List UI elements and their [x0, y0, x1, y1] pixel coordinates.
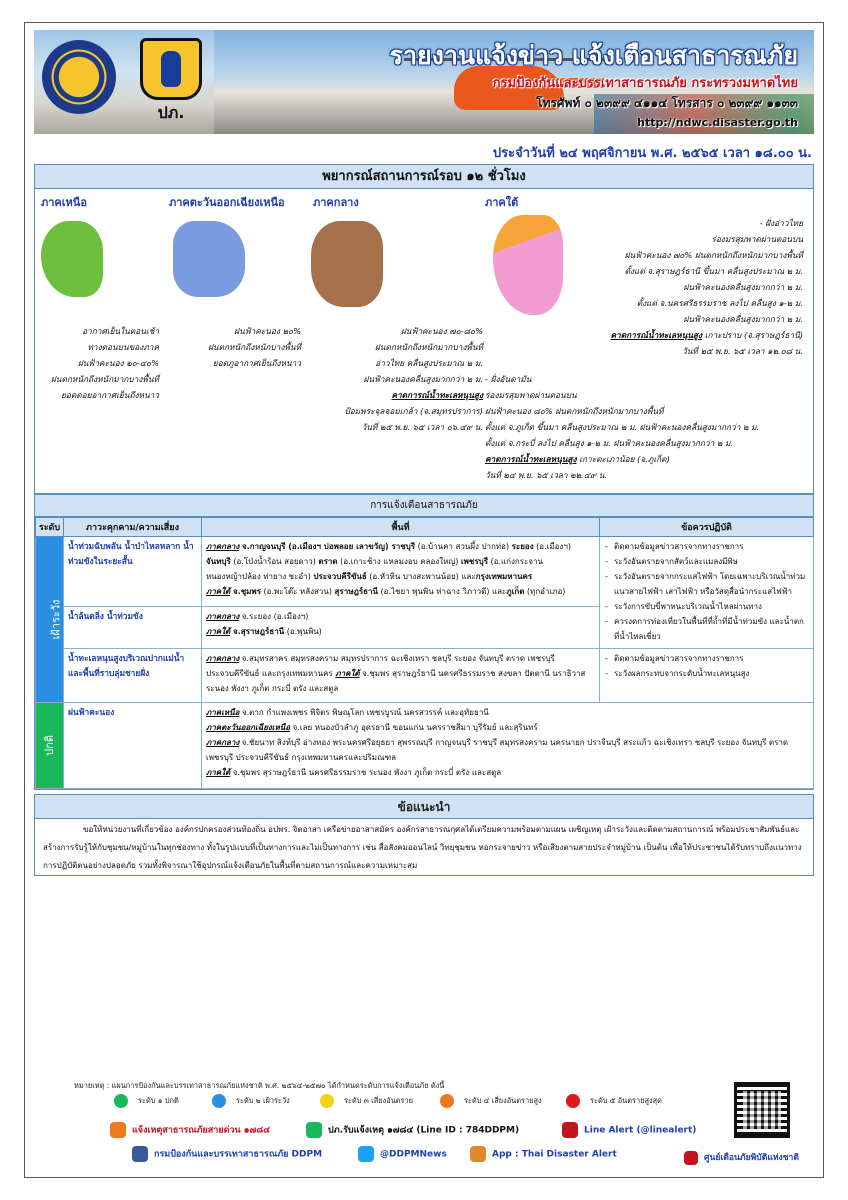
phone-fax: โทรศัพท์ ๐ ๒๓๙๙ ๔๑๑๔ โทรสาร ๐ ๒๓๙๙ ๑๑๓๓ — [536, 96, 798, 110]
line-alert-label: Line Alert (@linealert) — [584, 1125, 697, 1136]
legend-label: ระดับ ๑ ปกติ — [138, 1096, 179, 1105]
legend-label: ระดับ ๓ เสี่ยงอันตราย — [344, 1096, 413, 1105]
province: เพชรบุรี — [460, 557, 489, 566]
province: ภูเก็ต — [506, 587, 525, 596]
forecast-section — [34, 164, 814, 494]
ddpm-logo-text: ปภ. — [157, 103, 185, 122]
footer-note: หมายเหตุ : แผนการป้องกันและบรรเทาสาธารณภัยแห่งชาติ พ.ศ. ๒๕๖๔-๒๕๗๐ ได้กำหนดระดับการแจ้งเตือนภัย ดังนี้ — [74, 1081, 445, 1090]
text-line: ตั้งแต่ จ.กระบี่ ลงไป คลื่นสูง ๑-๒ ม. ฝนฟ้าคะนองคลื่นสูงมากกว่า ๒ ม. — [485, 438, 734, 448]
action-item: - ระวังอันตรายจากสัตว์และแมลงมีพิษ — [604, 554, 809, 569]
central-forecast-text — [344, 323, 483, 435]
province: สุราษฎร์ธานี — [334, 587, 378, 596]
province: ราชบุรี — [391, 542, 416, 551]
province: จันทบุรี — [206, 557, 231, 566]
legend-label: ระดับ ๒ เฝ้าระวัง — [236, 1096, 290, 1105]
region-central-title: ภาคกลาง — [313, 196, 359, 209]
ddpm-logo — [138, 38, 204, 120]
alert-icon — [562, 1122, 578, 1138]
line-contact[interactable] — [306, 1122, 519, 1139]
northeast-map — [173, 221, 245, 297]
facebook-label: กรมป้องกันและบรรเทาสาธารณภัย DDPM — [154, 1149, 323, 1160]
region-label: ภาคกลาง — [206, 612, 240, 621]
table-row — [36, 649, 814, 703]
level-label: เฝ้าระวัง — [49, 599, 63, 640]
warning-table — [35, 517, 814, 789]
province: ประจวบคีรีขันธ์ — [313, 572, 367, 581]
text-line: วันที่ ๒๕ พ.ย. ๖๕ เวลา ๑๒.๐๘ น. — [682, 346, 803, 356]
legend-item-3 — [320, 1094, 413, 1108]
twitter-icon — [358, 1146, 374, 1162]
text-line: ฝนฟ้าคะนอง ๒๐% — [234, 326, 301, 336]
footer — [34, 1080, 814, 1174]
center-logo-icon — [684, 1151, 698, 1165]
level-normal-cell — [36, 703, 64, 789]
region-label: ภาคเหนือ — [206, 708, 240, 717]
text-line: วันที่ ๒๕ พ.ย. ๖๕ เวลา ๐๖.๔๙ น. — [361, 422, 483, 432]
northeast-forecast-text — [208, 323, 301, 371]
phone-icon — [110, 1122, 126, 1138]
legend-item-2 — [212, 1094, 290, 1108]
col-area: พื้นที่ — [202, 518, 600, 537]
tide-label: คาดการณ์น้ำทะเลหนุนสูง — [391, 390, 483, 400]
yellow-dot-icon — [320, 1094, 334, 1108]
action-cell — [600, 649, 814, 703]
area-cell — [202, 649, 600, 703]
area-text: (อ.เมืองฯ) — [533, 542, 571, 551]
warning-center — [684, 1150, 799, 1166]
province: จ.สุราษฎร์ธานี — [230, 627, 285, 636]
action-item: - ระวังผลกระทบจากระดับน้ำทะเลหนุนสูง — [604, 666, 809, 681]
region-label: ภาคกลาง — [206, 542, 240, 551]
text-line: ตั้งแต่ จ.นครศรีธรรมราช ลงไป คลื่นสูง ๑-๒ ม. — [636, 298, 803, 308]
text-line: ฝนตกหนักถึงหนักมากบางพื้นที่ — [50, 374, 159, 384]
center-label: ศูนย์เตือนภัยพิบัติแห่งชาติ — [704, 1153, 799, 1163]
text-line: ร่องมรสุมพาดผ่านตอนบน — [485, 390, 577, 400]
region-label: ภาคใต้ — [206, 587, 231, 596]
hazard-cell: ฝนฟ้าคะนอง — [64, 703, 202, 789]
blue-dot-icon — [212, 1094, 226, 1108]
orange-dot-icon — [440, 1094, 454, 1108]
action-item: - ควรงดการท่องเที่ยวในพื้นที่ที่ถ้ำที่มีน้ำท่วมขัง และน้ำตกที่น้ำไหลเชี่ยว — [604, 614, 809, 644]
report-title: รายงานแจ้งข่าว แจ้งเตือนสาธารณภัย — [389, 41, 798, 70]
facebook-contact[interactable] — [132, 1146, 322, 1163]
tide-label: คาดการณ์น้ำทะเลหนุนสูง — [610, 330, 703, 340]
area-text: (อ.ไชยา พุนพิน ท่าฉาง วิภาวดี) และ — [378, 587, 507, 596]
text-line: ฝนตกหนักถึงหนักมากบางพื้นที่ — [374, 342, 483, 352]
table-header-row — [36, 518, 814, 537]
red-dot-icon — [566, 1094, 580, 1108]
hazard-cell: น้ำท่วมฉับพลัน น้ำป่าไหลหลาก น้ำท่วมขังในระยะสั้น — [64, 537, 202, 607]
region-north-title: ภาคเหนือ — [41, 196, 87, 209]
green-dot-icon — [114, 1094, 128, 1108]
province: ตราด — [318, 557, 338, 566]
app-icon — [470, 1146, 486, 1162]
area-cell — [202, 607, 600, 649]
facebook-icon — [132, 1146, 148, 1162]
warning-heading: การแจ้งเตือนสาธารณภัย — [35, 495, 813, 517]
text-line: อากาศเย็นในตอนเช้า — [82, 326, 159, 336]
text-line: อ่าวไทย คลื่นสูงประมาณ ๒ ม. — [375, 358, 483, 368]
area-text: จ.ระยอง (อ.เมืองฯ) — [239, 612, 309, 621]
text-line: - ฝั่งอันดามัน — [485, 374, 532, 384]
area-text: จ.กาญจนบุรี (อ.เมืองฯ บ่อพลอย เลาขวัญ) — [239, 542, 392, 551]
tide-place: เกาะตะเภาน้อย (จ.ภูเก็ต) — [576, 454, 670, 464]
legend-item-1 — [114, 1094, 179, 1108]
text-line: ทางตอนบนของภาค — [87, 342, 159, 352]
twitter-contact[interactable] — [358, 1146, 447, 1163]
south-gulf-forecast-text — [611, 215, 804, 359]
ministry-logo — [42, 40, 116, 114]
text-line: ตั้งแต่ จ.ภูเก็ต ขึ้นมา คลื่นสูงประมาณ ๒ ม. ฝนฟ้าคะนองคลื่นสูงมากกว่า ๒ ม. — [485, 422, 760, 432]
text-line: ฝนฟ้าคะนอง ๗๐% ฝนตกหนักถึงหนักมากบางพื้นที่ — [624, 250, 803, 260]
region-south-title: ภาคใต้ — [485, 196, 519, 209]
area-text: จ.ชุมพร สุราษฎร์ธานี นครศรีธรรมราช สงขลา ปัตตานี นราธิวาส ระนอง พังงา ภูเก็ต กระบี่ ตรัง และสตูล — [206, 669, 586, 693]
area-text: จ.ตาก กำแพงเพชร พิจิตร พิษณุโลก เพชรบูรณ์ นครสวรรค์ และอุทัยธานี — [239, 708, 489, 717]
area-text: (อ.โป่งน้ำร้อน สอยดาว) — [230, 557, 319, 566]
area-text: จ.ชัยนาท สิงห์บุรี อ่างทอง พระนครศรีอยุธยา สุพรรณบุรี กาญจนบุรี ราชบุรี สมุทรสงคราม นครนายก ปราจีนบุรี สระแก้ว ฉะเชิงเทรา ชลบุรี ระยอง จันทบุรี ตราด เพชรบุรี ประจวบคีรีขันธ์ กรุงเทพมหานครและปริมณฑล — [206, 738, 789, 762]
col-hazard: ภาวะคุกคาม/ความเสี่ยง — [64, 518, 202, 537]
text-line: ยอดดอยอากาศเย็นถึงหนาว — [61, 390, 159, 400]
level-watch-cell — [36, 537, 64, 703]
text-line: ฝนฟ้าคะนอง ๒๐-๔๐% — [77, 358, 159, 368]
legend-item-5 — [566, 1094, 662, 1108]
area-text: (อ.แก่งกระจาน หนองหญ้าปล้อง ท่ายาง ชะอำ) — [206, 557, 544, 581]
line-alert-contact[interactable] — [562, 1122, 696, 1139]
area-text: (อ.บ้านคา สวนผึ้ง ปากท่อ) — [415, 542, 512, 551]
text-line: ยอดภูอากาศเย็นถึงหนาว — [212, 358, 301, 368]
area-text: จ.ชุมพร สุราษฎร์ธานี นครศรีธรรมราช ระนอง พังงา ภูเก็ต กระบี่ ตรัง และสตูล — [230, 768, 502, 777]
text-line: ร่องมรสุมพาดผ่านตอนบน — [711, 234, 803, 244]
action-cell — [600, 537, 814, 649]
area-text: (อ.พุนพิน) — [284, 627, 322, 636]
qr-code[interactable] — [734, 1082, 790, 1138]
line-label: ปภ.รับแจ้งเหตุ ๑๗๘๔ (Line ID : 784DDPM) — [328, 1125, 520, 1136]
text-line: - ฝั่งอ่าวไทย — [759, 218, 803, 228]
text-line: ตั้งแต่ จ.สุราษฎร์ธานี ขึ้นมา คลื่นสูงประมาณ ๒ ม. — [624, 266, 803, 276]
area-text: จ.สมุทรสาคร สมุทรสงคราม สมุทรปราการ ฉะเชิงเทรา ชลบุรี ระยอง จันทบุรี ตราด เพชรบุรี ประจวบคีรีขันธ์ และกรุงเทพมหานคร — [206, 654, 555, 678]
region-northeast-title: ภาคตะวันออกเฉียงเหนือ — [169, 196, 285, 209]
ddpm-shield-icon — [140, 38, 202, 100]
area-text: (ทุกอำเภอ) — [524, 587, 566, 596]
action-item: - ติดตามข้อมูลข่าวสารจากทางราชการ — [604, 651, 809, 666]
region-label: ภาคใต้ — [206, 627, 231, 636]
report-date: ประจำวันที่ ๒๔ พฤศจิกายน พ.ศ. ๒๕๖๕ เวลา ๑๘.๐๐ น. — [492, 146, 812, 161]
tide-place: เกาะปราบ (จ.สุราษฎร์ธานี) — [702, 330, 803, 340]
text-line: ฝนฟ้าคะนองคลื่นสูงมากกว่า ๒ ม. — [363, 374, 483, 384]
table-row — [36, 703, 814, 789]
legend-label: ระดับ ๔ เสี่ยงอันตรายสูง — [464, 1096, 542, 1105]
header-banner — [34, 30, 814, 134]
legend-item-4 — [440, 1094, 542, 1108]
text-line: ป้อมพระจุลจอมเกล้า (จ.สมุทรปราการ) — [344, 406, 483, 416]
text-line: ฝนฟ้าคะนองคลื่นสูงมากกว่า ๒ ม. — [683, 282, 803, 292]
area-text: (อ.เกาะช้าง แหลมงอบ คลองใหญ่) — [337, 557, 461, 566]
hotline-label: แจ้งเหตุสาธารณภัยสายด่วน ๑๗๘๔ — [132, 1125, 271, 1136]
province: จ.ชุมพร — [230, 587, 262, 596]
area-cell — [202, 703, 814, 789]
twitter-label: @DDPMNews — [380, 1149, 447, 1160]
hazard-cell: น้ำทะเลหนุนสูงบริเวณปากแม่น้ำ และพื้นที่ราบลุ่มชายฝั่ง — [64, 649, 202, 703]
province: กรุงเทพมหานคร — [475, 572, 533, 581]
area-cell — [202, 537, 600, 607]
region-label: ภาคใต้ — [206, 768, 231, 777]
hotline-contact[interactable] — [110, 1122, 270, 1139]
line-icon — [306, 1122, 322, 1138]
area-text: จ.เลย หนองบัวลำภู อุดรธานี ขอนแก่น นครราชสีมา บุรีรัมย์ และสุรินทร์ — [290, 723, 538, 732]
north-map — [41, 221, 103, 297]
south-map — [493, 215, 563, 315]
table-row — [36, 537, 814, 607]
warning-section — [34, 494, 814, 790]
region-label: ภาคกลาง — [206, 654, 240, 663]
tide-line — [611, 327, 804, 343]
level-legend — [114, 1094, 662, 1110]
action-item: - ระวังอันตรายจากกระแสไฟฟ้า โดยเฉพาะบริเวณน้ำท่วม แนวสายไฟฟ้า เสาไฟฟ้า หรือวัสดุสื่อนำกระแสไฟฟ้า — [604, 569, 809, 599]
text-line: ฝนฟ้าคะนอง ๗๐-๘๐% — [400, 326, 483, 336]
province: ระยอง — [511, 542, 534, 551]
department-name: กรมป้องกันและบรรเทาสาธารณภัย กระทรวงมหาดไทย — [492, 76, 798, 91]
hand-icon — [161, 51, 181, 87]
text-line: วันที่ ๒๔ พ.ย. ๖๕ เวลา ๒๒.๔๙ น. — [485, 470, 608, 480]
app-contact[interactable] — [470, 1146, 617, 1163]
advice-text: ขอให้หน่วยงานที่เกี่ยวข้อง องค์กรปกครองส่วนท้องถิ่น อปพร. จิตอาสา เครือข่ายอาสาสมัคร องค์กรสาธารณกุศลได้เตรียมความพร้อมตามแผน เผชิญเหตุ เฝ้าระวังและติดตามสถานการณ์ พร้อมประชาสัมพันธ์และสร้างการรับรู้ให้กับชุมชน/หมู่บ้านในทุกช่องทาง ทั้งในรูปแบบที่เป็นทางการและไม่เป็นทางการ เช่น สื่อสังคมออนไลน์ วิทยุชุมชน หอกระจายข่าว หรือเสียงตามสายประจำหมู่บ้าน เป็นต้น เพื่อให้ประชาชนได้รับทราบถึงแนวทางการปฏิบัติตนอย่างปลอดภัย รวมทั้งพิจารณาใช้อุปกรณ์แจ้งเตือนภัยในพื้นที่ตามสถานการณ์และความเหมาะสม — [43, 825, 802, 870]
advice-section — [34, 794, 814, 876]
legend-label: ระดับ ๕ อันตรายสูงสุด — [590, 1096, 662, 1105]
advice-heading: ข้อแนะนำ — [35, 795, 813, 819]
area-text: (อ.พะโต๊ะ หลังสวน) — [261, 587, 335, 596]
central-map — [311, 221, 383, 307]
tide-line — [485, 451, 759, 467]
forecast-heading: พยากรณ์สถานการณ์รอบ ๑๒ ชั่วโมง — [35, 165, 813, 189]
north-forecast-text — [51, 323, 159, 403]
south-andaman-forecast-text — [485, 371, 759, 483]
hazard-cell: น้ำล้นตลิ่ง น้ำท่วมขัง — [64, 607, 202, 649]
col-level: ระดับ — [36, 518, 64, 537]
area-text: (อ.หัวหิน บางสะพานน้อย) และ — [366, 572, 476, 581]
level-label: ปกติ — [42, 735, 56, 756]
text-line: ฝนตกหนักถึงหนักบางพื้นที่ — [208, 342, 301, 352]
tide-label: คาดการณ์น้ำทะเลหนุนสูง — [485, 454, 577, 464]
text-line: ฝนฟ้าคะนอง ๘๐% ฝนตกหนักถึงหนักมากบางพื้นที่ — [485, 406, 664, 416]
action-item: - ระวังการขับขี่พาหนะบริเวณน้ำไหลผ่านทาง — [604, 599, 809, 614]
region-label: ภาคตะวันออกเฉียงเหนือ — [206, 723, 291, 732]
app-label: App : Thai Disaster Alert — [492, 1149, 617, 1160]
action-item: - ติดตามข้อมูลข่าวสารจากทางราชการ — [604, 539, 809, 554]
region-label: ภาคใต้ — [335, 669, 360, 678]
col-action: ข้อควรปฏิบัติ — [600, 518, 814, 537]
text-line: ฝนฟ้าคะนองคลื่นสูงมากกว่า ๒ ม. — [683, 314, 803, 324]
website-url[interactable]: http://ndwc.disaster.go.th — [637, 116, 798, 129]
region-label: ภาคกลาง — [206, 738, 240, 747]
